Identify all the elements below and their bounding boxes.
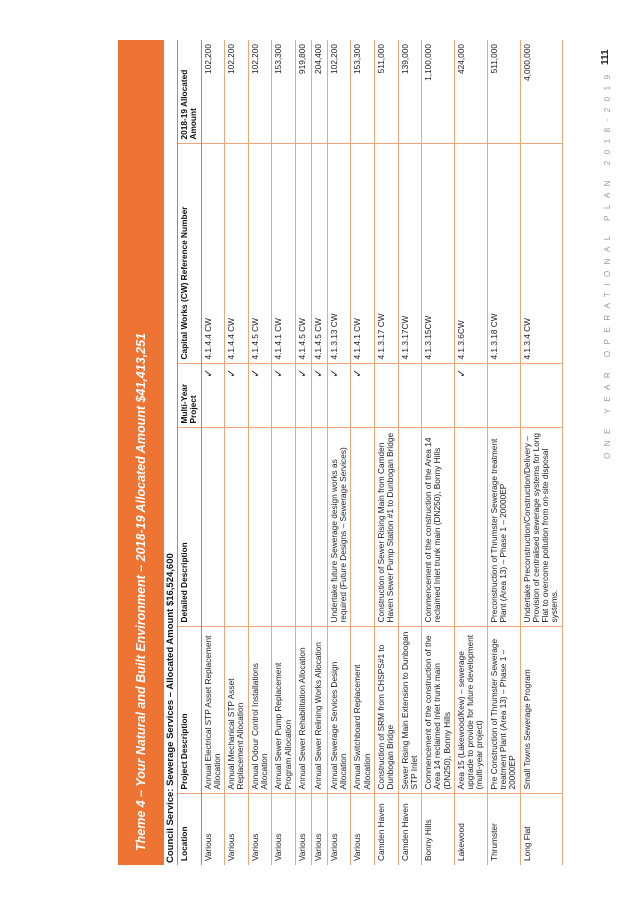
- cell-capital-ref: 4.1.4.5 CW: [295, 144, 311, 364]
- cell-project: Annual Sewer Pump Replacement Program Allocation: [272, 627, 296, 794]
- cell-project: Annual Sewer Rehabilitation Allocation: [295, 627, 311, 794]
- cell-multi-year-check-icon: [422, 364, 455, 428]
- cell-multi-year-check-icon: ✓: [272, 364, 296, 428]
- cell-detailed: [225, 428, 249, 627]
- footer-plan-title: ONE YEAR OPERATIONAL PLAN 2018-2019: [603, 68, 612, 459]
- cell-detailed: [351, 428, 375, 627]
- cell-capital-ref: 4.1.3.13 CW: [327, 144, 351, 364]
- cell-amount: 424,000: [454, 40, 487, 144]
- cell-capital-ref: 4.1.3.15CW: [422, 144, 455, 364]
- cell-project: Annual Odour Control Installations Allocation: [248, 627, 272, 794]
- cell-amount: 153,300: [272, 40, 296, 144]
- cell-detailed: Preconstruction of Thrumster Sewerage treatment Plant (Area 13) – Phase 1 – 20000EP: [487, 428, 520, 627]
- cell-capital-ref: 4.1.4.5 CW: [248, 144, 272, 364]
- cell-amount: 4,000,000: [520, 40, 562, 144]
- table-row: [272, 40, 296, 865]
- cell-location: Lakewood: [454, 794, 487, 865]
- cell-capital-ref: 4.1.3.17 CW: [374, 144, 398, 364]
- header-location: Location: [178, 794, 201, 865]
- cell-amount: 1,100,000: [422, 40, 455, 144]
- cell-amount: 153,300: [351, 40, 375, 144]
- cell-project: Small Towns Sewerage Program: [520, 627, 562, 794]
- cell-multi-year-check-icon: ✓: [311, 364, 327, 428]
- cell-multi-year-check-icon: ✓: [351, 364, 375, 428]
- header-capital-works-ref: Capital Works (CW) Reference Number: [178, 144, 201, 364]
- cell-detailed: Undertake future Sewerage design works as required (Future Designs – Sewerage Services): [327, 428, 351, 627]
- cell-capital-ref: 4.1.3.18 CW: [487, 144, 520, 364]
- table-row: [311, 40, 327, 865]
- cell-amount: 919,800: [295, 40, 311, 144]
- cell-location: Various: [272, 794, 296, 865]
- theme-banner: [118, 40, 164, 865]
- cell-detailed: [454, 428, 487, 627]
- cell-location: Thrumster: [487, 794, 520, 865]
- cell-multi-year-check-icon: ✓: [248, 364, 272, 428]
- table-row: [351, 40, 375, 865]
- cell-detailed: Commencement of the construction of the Area 14 reclaimed Inlet trunk main (DN250), Bonny Hills: [422, 428, 455, 627]
- cell-multi-year-check-icon: [487, 364, 520, 428]
- cell-amount: 139,000: [398, 40, 422, 144]
- cell-project: Annual Electrical STP Asset Replacement Allocation: [201, 627, 225, 794]
- cell-capital-ref: 4.1.3.4 CW: [520, 144, 562, 364]
- cell-amount: 102,200: [225, 40, 249, 144]
- cell-capital-ref: 4.1.4.1 CW: [351, 144, 375, 364]
- cell-amount: 102,200: [201, 40, 225, 144]
- cell-detailed: [248, 428, 272, 627]
- table-row: [374, 40, 398, 865]
- cell-amount: 511,000: [374, 40, 398, 144]
- cell-multi-year-check-icon: ✓: [201, 364, 225, 428]
- cell-multi-year-check-icon: [374, 364, 398, 428]
- table-row: [398, 40, 422, 865]
- table-row: [201, 40, 225, 865]
- cell-amount: 511,000: [487, 40, 520, 144]
- cell-multi-year-check-icon: [398, 364, 422, 428]
- cell-multi-year-check-icon: [520, 364, 562, 428]
- cell-location: Various: [225, 794, 249, 865]
- table-row: [454, 40, 487, 865]
- cell-project: Annual Mechanical STP Asset Replacement Allocation: [225, 627, 249, 794]
- cell-location: Bonny Hills: [422, 794, 455, 865]
- cell-location: Various: [311, 794, 327, 865]
- cell-capital-ref: 4.1.4.1 CW: [272, 144, 296, 364]
- cell-detailed: Undertake Preconstruction/Construction/Delivery – Provision of centralised sewerage systems for Long Flat to overcome pollution from on-site disposal systems.: [520, 428, 562, 627]
- table-header-row: [178, 40, 201, 865]
- cell-location: Long Flat: [520, 794, 562, 865]
- cell-project: Annual Sewer Relining Works Allocation: [311, 627, 327, 794]
- cell-project: Annual Switchboard Replacement Allocation: [351, 627, 375, 794]
- cell-capital-ref: 4.1.4.4 CW: [225, 144, 249, 364]
- cell-project: Pre Construction of Thrumster Sewerage treatment Plant (Area 13) – Phase 1 – 20000EP: [487, 627, 520, 794]
- cell-multi-year-check-icon: ✓: [327, 364, 351, 428]
- header-detailed-description: Detailed Description: [178, 428, 201, 627]
- cell-capital-ref: 4.1.3.6CW: [454, 144, 487, 364]
- cell-project: Commencement of the construction of the Area 14 reclaimed Inlet trunk main (DN250), Bonny Hills: [422, 627, 455, 794]
- cell-detailed: [398, 428, 422, 627]
- cell-location: Various: [351, 794, 375, 865]
- cell-multi-year-check-icon: ✓: [225, 364, 249, 428]
- theme-title: Theme 4 – Your Natural and Built Environment – 2018-19 Allocated Amount $41,413,251: [134, 333, 148, 851]
- cell-detailed: [295, 428, 311, 627]
- cell-location: Camden Haven: [398, 794, 422, 865]
- table-row: [225, 40, 249, 865]
- cell-multi-year-check-icon: ✓: [454, 364, 487, 428]
- cell-amount: 204,400: [311, 40, 327, 144]
- sewerage-projects-table: [178, 40, 563, 865]
- cell-multi-year-check-icon: ✓: [295, 364, 311, 428]
- cell-amount: 102,200: [327, 40, 351, 144]
- service-title: Council Service: Sewerage Services – Allocated Amount $16,524,600: [164, 40, 178, 865]
- cell-capital-ref: 4.1.4.4 CW: [201, 144, 225, 364]
- page-number: 111: [600, 49, 611, 65]
- cell-amount: 102,200: [248, 40, 272, 144]
- cell-project: Sewer Rising Main Extension to Dunbogan STP Inlet: [398, 627, 422, 794]
- cell-project: Area 15 (Lakewood/Kew) – sewerage upgrade to provide for future development (multi-year project): [454, 627, 487, 794]
- cell-detailed: [272, 428, 296, 627]
- cell-project: Annual Sewerage Services Design Allocation: [327, 627, 351, 794]
- cell-location: Various: [248, 794, 272, 865]
- cell-location: Various: [295, 794, 311, 865]
- header-project-description: Project Description: [178, 627, 201, 794]
- table-row: [327, 40, 351, 865]
- table-row: [520, 40, 562, 865]
- table-row: [487, 40, 520, 865]
- table-row: [248, 40, 272, 865]
- cell-project: Construction of SRM from CHSPS#1 to Dunbogan Bridge: [374, 627, 398, 794]
- cell-location: Various: [327, 794, 351, 865]
- cell-detailed: Construction of Sewer Rising Main from Camden Haven Sewer Pump Station #1 to Dunbogan Bridge: [374, 428, 398, 627]
- cell-location: Camden Haven: [374, 794, 398, 865]
- table-row: [422, 40, 455, 865]
- header-allocated-amount: 2018-19 Allocated Amount: [178, 40, 201, 144]
- cell-detailed: [311, 428, 327, 627]
- cell-capital-ref: 4.1.3.17CW: [398, 144, 422, 364]
- cell-location: Various: [201, 794, 225, 865]
- cell-capital-ref: 4.1.4.5 CW: [311, 144, 327, 364]
- header-multi-year: Multi-Year Project: [178, 364, 201, 428]
- cell-detailed: [201, 428, 225, 627]
- table-row: [295, 40, 311, 865]
